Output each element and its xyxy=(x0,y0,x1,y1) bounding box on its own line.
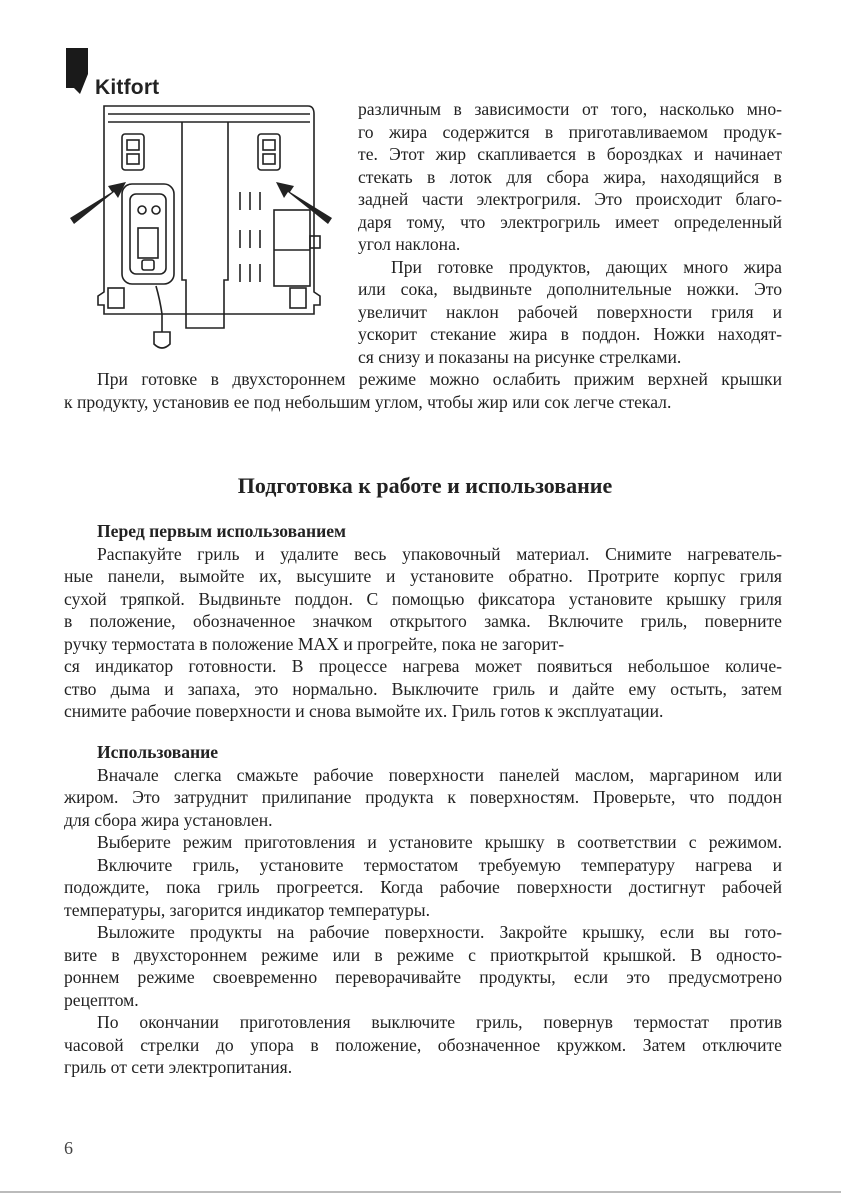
section-title: Подготовка к работе и использование xyxy=(237,473,613,498)
text-line: или сока, выдвиньте дополнительные ножки. Это xyxy=(358,279,782,299)
text-line: те. Этот жир скапливается в бороздках и начинает xyxy=(358,144,782,164)
text-line: стекать в лоток для сбора жира, находящийся в xyxy=(358,167,782,187)
text-line: роннем режиме своевременно переворачивайте продукты, если это предусмотрено xyxy=(64,967,782,987)
text-line: температуры, загорится индикатор температуры. xyxy=(64,900,430,920)
text-line: для сбора жира установлен. xyxy=(64,810,273,830)
text-line: ся снизу и показаны на рисунке стрелками. xyxy=(358,347,682,367)
text-line: Вначале слегка смажьте рабочие поверхности панелей маслом, маргарином или xyxy=(97,765,782,785)
text-line: По окончании приготовления выключите гриль, повернув термостат против xyxy=(97,1012,782,1032)
text-line: При готовке в двухстороннем режиме можно ослабить прижим верхней крышки xyxy=(97,369,782,389)
text-line: При готовке продуктов, дающих много жира xyxy=(391,257,782,277)
subheading: Использование xyxy=(97,742,219,762)
text-line: различным в зависимости от того, насколько мно- xyxy=(358,99,782,119)
text-line: угол наклона. xyxy=(358,234,461,254)
text-line: в положение, обозначенное значком открытого замка. Включите гриль, поверните xyxy=(64,611,782,631)
page-number: 6 xyxy=(64,1138,73,1158)
text-line: часовой стрелки до упора в положение, обозначенное кружком. Затем отключите xyxy=(64,1035,782,1055)
text-line: ные панели, вымойте их, высушите и установите обратно. Протрите корпус гриля xyxy=(64,566,782,586)
text-line: сухой тряпкой. Выдвиньте поддон. С помощью фиксатора установите крышку гриля xyxy=(64,589,782,609)
text-line: Выберите режим приготовления и установите крышку в соответствии с режимом. xyxy=(97,832,782,852)
text-line: задней части электрогриля. Это происходит благо- xyxy=(358,189,782,209)
text-line: Выложите продукты на рабочие поверхности. Закройте крышку, если вы гото- xyxy=(97,922,782,942)
text-line: гриль от сети электропитания. xyxy=(64,1057,293,1077)
text-line: к продукту, установив ее под небольшим углом, чтобы жир или сок легче стекал. xyxy=(64,392,672,412)
text-line: ускорит стекание жира в поддон. Ножки находят- xyxy=(358,324,782,344)
brand-mark-icon xyxy=(66,48,94,94)
text-line: ручку термостата в положение MAX и прогрейте, пока не загорит- xyxy=(64,634,565,654)
text-line: даря тому, что электрогриль имеет определенный xyxy=(358,212,782,232)
brand-logo xyxy=(66,48,186,100)
text-line: снимите рабочие поверхности и снова вымойте их. Гриль готов к эксплуатации. xyxy=(64,701,664,721)
text-line: жиром. Это затруднит прилипание продукта к поверхностям. Проверьте, что поддон xyxy=(64,787,782,807)
text-line: вите в двухстороннем режиме или в режиме с приоткрытой крышкой. В односто- xyxy=(64,945,782,965)
text-line: ся индикатор готовности. В процессе нагрева может появиться небольшое количе- xyxy=(64,656,782,676)
text-line: Включите гриль, установите термостатом требуемую температуру нагрева и xyxy=(97,855,782,875)
text-line: подождите, пока гриль прогреется. Когда рабочие поверхности достигнут рабочей xyxy=(64,877,782,897)
text-line: увеличит наклон рабочей поверхности гриля и xyxy=(358,302,782,322)
text-line: го жира содержится в приготавливаемом продук- xyxy=(358,122,782,142)
grill-bottom-illustration xyxy=(64,100,340,362)
text-line: ство дыма и запаха, это нормально. Выключите гриль и дайте ему остыть, затем xyxy=(64,679,782,699)
brand-name: Kitfort xyxy=(95,76,160,99)
text-line: Распакуйте гриль и удалите весь упаковочный материал. Снимите нагреватель- xyxy=(97,544,782,564)
text-line: рецептом. xyxy=(64,990,139,1010)
subheading: Перед первым использованием xyxy=(97,521,347,541)
